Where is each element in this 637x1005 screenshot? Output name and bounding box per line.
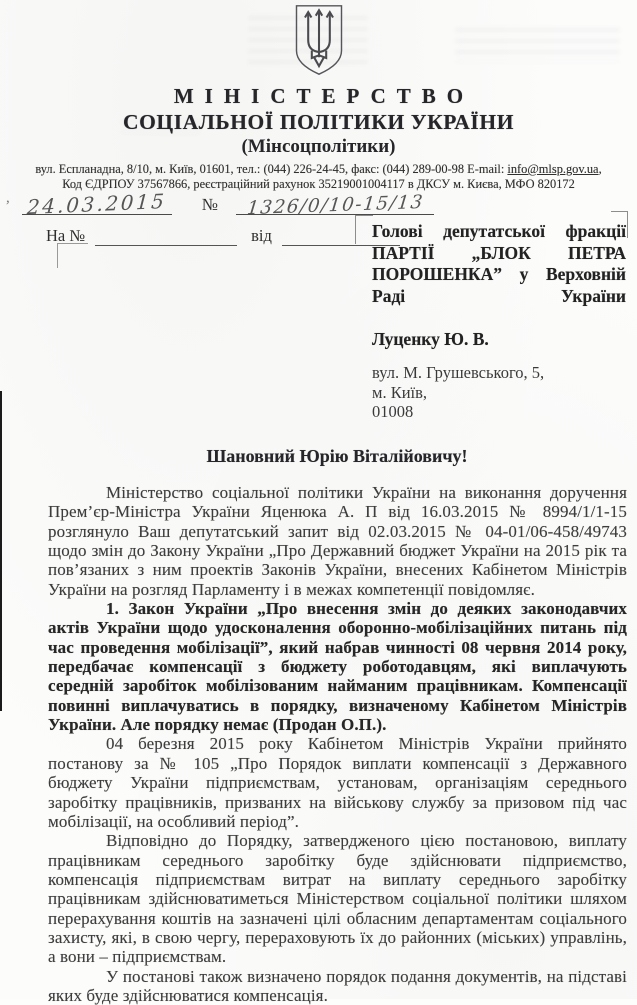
recipient-address — [372, 363, 626, 422]
recipient-address-zip: 01008 — [372, 402, 414, 421]
ukraine-trident-emblem — [292, 4, 346, 76]
reply-from-label: від — [251, 226, 272, 245]
handwritten-date: 24.03.2015 — [26, 188, 168, 220]
paragraph: Міністерство соціальної політики України на виконання доручення Прем’єр-Міністра України Яценюка А. П від 16.03.2015 № 8994/1/1-15 розглянуло Ваш депутатський запит від 02.03.2015 № 04-01/06-458/49743 щодо змін до Закону України „Про Державний бюджет України на 2015 рік та пов’язаних з ним проектів Законів України, внесених Кабінетом Міністрів України на розгляд Парламенту і в межах компетенції повідомляє. — [48, 483, 627, 599]
paragraph: Відповідно до Порядку, затвердженого цією постановою, виплату працівникам середнього заробітку буде здійснювати підприємство, компенсація підприємствам витрат на виплату середнього заробітку працівникам здійснюватиметься Міністерством соціальної політики шляхом перерахування коштів на зазначені цілі обласним департаментам соціального захисту, які, в свою чергу, перераховують їх до районних (міських) управлінь, а вони – підприємствам. — [48, 831, 627, 967]
number-sign: № — [201, 195, 218, 214]
reply-to-label: На № — [46, 226, 86, 245]
outgoing-reference-row — [6, 188, 434, 220]
letterhead — [0, 4, 637, 192]
paragraph: 04 березня 2015 року Кабінетом Міністрів України прийнято постанову за № 105 „Про Порядок виплати компенсації з Державного бюджету України підприємствам, установам, організаціям середнього заробітку працівників, призваних на військову службу за призовом під час мобілізації, на особливий період”. — [48, 734, 627, 831]
recipient-address-city: м. Київ, — [372, 382, 428, 402]
pen-tick-artifact: , — [6, 190, 10, 206]
ministry-short-name: (Мінсоцполітики) — [241, 136, 396, 157]
registration-line: Код ЄДРПОУ 37567866, реєстраційний рахунок 35219001004117 в ДКСУ м. Києва, МФО 820172 — [62, 177, 575, 191]
scan-edge-artifact — [0, 391, 2, 711]
paragraph-bold: 1. Закон України „Про внесення змін до деяких законодавчих актів України щодо удосконалення оборонно-мобілізаційних питань під час проведення мобілізації”, який набрав чинності 08 червня 2014 року, передбачає компенсації з бюджету роботодавцям, які виплачують середній заробіток мобілізованим найманим працівникам. Компенсації повинні виплачуватись в порядку, визначеному Кабінетом Міністрів України. Але порядку немає (Продан О.П.). — [48, 599, 627, 735]
contact-address-tail: , — [598, 162, 602, 176]
ministry-name-line2: СОЦІАЛЬНОЇ ПОЛІТИКИ УКРАЇНИ — [122, 110, 515, 134]
address-zone-corner-left — [355, 215, 373, 244]
recipient-title: Голові депутатської фракції ПАРТІЇ „БЛОК ПЕТРА ПОРОШЕНКА” у Верховній Раді України — [372, 221, 626, 306]
salutation: Шановний Юрію Віталійовичу! — [206, 446, 468, 466]
stamp-corner-mark — [57, 243, 88, 268]
letter-body — [48, 483, 627, 1005]
contact-info — [0, 162, 637, 192]
email-link[interactable]: info@mlsp.gov.ua — [507, 162, 599, 176]
outgoing-number-field — [236, 191, 434, 220]
ministry-name-line1: МІНІСТЕРСТВО — [173, 84, 475, 108]
outgoing-date-field — [22, 188, 172, 220]
reply-reference-row — [46, 226, 400, 246]
recipient-name: Луценку Ю. В. — [372, 328, 489, 349]
recipient-block — [372, 221, 626, 422]
contact-address: вул. Еспланадна, 8/10, м. Київ, 01601, тел.: (044) 226-24-45, факс: (044) 289-00-98 E-mail: — [35, 162, 508, 176]
paragraph: У постанові також визначено порядок подання документів, на підставі яких буде здійснюватися компенсація. — [48, 966, 627, 1005]
reply-number-blank — [95, 232, 237, 246]
recipient-address-street: вул. М. Грушевського, 5, — [372, 363, 545, 382]
handwritten-number: 1326/0/10-15/13 — [245, 191, 425, 220]
